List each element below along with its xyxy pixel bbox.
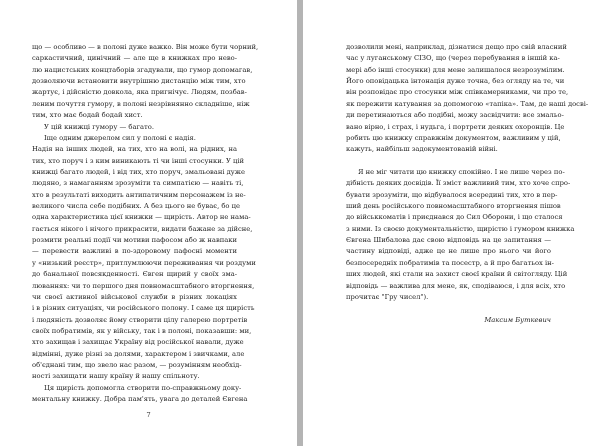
page-number: 7 bbox=[146, 411, 151, 419]
text-line: своїх побратимів, як у війську, так і в полоні, показавши: ми, bbox=[32, 326, 252, 335]
text-line: хто захищав і захищає Україну від російської навали, дуже bbox=[32, 338, 244, 347]
text-line: гається нікого і нічого прикрасити, видати бажане за дійсне, bbox=[32, 224, 253, 233]
text-line: дозволяючи встановити внутрішню дистанцію між тим, хто bbox=[32, 77, 246, 86]
text-line: безпосередніх побратимів та посестр, а й про багатьох ін- bbox=[346, 258, 554, 267]
text-line: лю нацистських концтаборів згадували, що гумор допомагав, bbox=[32, 65, 253, 74]
paragraph-gap bbox=[346, 156, 551, 167]
text-line: ментальну книжку. Добра пам'ять, увага до деталей Євгена bbox=[32, 395, 248, 404]
right-page-body bbox=[346, 42, 589, 326]
text-line: ності захищати нашу країну й нашу спільноту. bbox=[32, 372, 200, 381]
text-line: ших людей, які стали на захист своєї країни й світоглядy. Цій bbox=[346, 270, 568, 279]
text-line: дозволили мені, наприклад, дізнатися дещо про свій власний bbox=[346, 43, 567, 51]
text-line: Я не міг читати цю книжку спокійно. І не лише через по- bbox=[358, 167, 565, 176]
text-line: розмити реальні події чи мотиви пафосом або ж навпаки bbox=[32, 236, 237, 245]
text-line: бувати зрозуміти, що відбувалося всередині тих, хто в пер- bbox=[346, 190, 558, 199]
text-line: книжці багато людей, і від тих, хто поруч, змальовані дуже bbox=[32, 167, 245, 176]
text-line: великого числа себе подібних. А без цього не буває, бо це bbox=[32, 202, 240, 211]
text-line: мері або інші стосунки) для мене залишалося незрозумілим. bbox=[346, 65, 565, 74]
text-line: вано вірно, і страх, і нудьга, і портрети деяких охоронців. Це bbox=[346, 122, 565, 131]
text-line: леним почуття гумору, в полоні незрівнянно складніше, ніж bbox=[32, 99, 250, 108]
text-line: відмінні, дуже різні за долями, характером і звичками, але bbox=[32, 349, 245, 358]
text-line: з ними. Із своєю документальністю, щирістю і гумором книжка bbox=[346, 224, 575, 233]
text-line: відповідь — важлива для мене, як, сподіваюся, і для всіх, хто bbox=[346, 281, 566, 290]
text-line: тим, хто має бодай бодай хист. bbox=[32, 111, 143, 120]
text-line: людяно, з намаганням зрозуміти та симпатією — навіть ті, bbox=[32, 179, 244, 188]
text-line: ди перетинаються або подібні, можу засвідчити: все змальо- bbox=[346, 111, 564, 120]
text-line: до військкоматів і приєднався до Сил Оборони, і що сталося bbox=[346, 213, 563, 222]
text-line: він розповідає про стосунки між співкамерниками, чи про те, bbox=[346, 88, 569, 97]
text-line: до банальної повсякденності. Євген щирий у своїх зма- bbox=[32, 270, 237, 279]
text-line: чи своєї активної військової служби в різних локаціях bbox=[32, 292, 237, 301]
text-line: прочитає "Грy чисел"). bbox=[346, 292, 429, 301]
text-line: дібність деяких досвідів. Її зміст важливий тим, хто хоче спро- bbox=[346, 179, 571, 188]
text-line: що — особливо — в полоні дуже важко. Він може бути чорний, bbox=[32, 43, 259, 51]
text-line: і людяність дозволяє йому створити цілу галерею портретів bbox=[32, 315, 248, 324]
text-line: тих, хто поруч і з ким виникають ті чи інші стосунки. У цій bbox=[32, 156, 245, 165]
text-line: як пережити катування за допомогою «тапіка». Там, де наші досві- bbox=[346, 99, 589, 108]
text-line: хто в результаті виходить антипатичним персонажем із не- bbox=[32, 190, 246, 199]
text-line: Євгена Шибалова дає свою відповідь на це запитання — bbox=[346, 236, 551, 245]
text-line: — перевести важливі в по-здоровому пафосні моменти bbox=[32, 247, 237, 256]
text-line: одна характеристика цієї книжки — щирість. Автор не нама- bbox=[32, 213, 251, 222]
text-line: кажуть, найбільш задокументованій війні. bbox=[346, 145, 498, 154]
author-signature: Максим Буткевич bbox=[484, 315, 551, 324]
left-page-body bbox=[32, 42, 259, 406]
right-page bbox=[303, 0, 600, 446]
text-line: робить цю книжку справжнім документом, важливим у цій, bbox=[346, 133, 561, 142]
text-line: Надія на інших людей, на тих, хто на волі, на рідних, на bbox=[32, 145, 237, 154]
paragraph-gap bbox=[346, 303, 551, 314]
text-line: жартує, і дійсністю довкола, яка пригнічує. Людям, позбав- bbox=[32, 88, 247, 97]
text-line: Ця щирість допомогла створити по-справжньому доку- bbox=[44, 383, 242, 392]
text-line: люваннях: чи то першого дня повномасштабного вторгнення, bbox=[32, 281, 255, 290]
text-line: об'єднані тим, що звело нас разом, — розумінням необхід- bbox=[32, 361, 242, 370]
text-line: Його оповідацька інтонація дуже точна, без огляду на те, чи bbox=[346, 77, 565, 86]
text-line: частину відповіді, адже це не лише про нього чи його bbox=[346, 247, 551, 256]
text-line: у «низький реєстр», притлумлюючи переживання чи роздуми bbox=[32, 258, 256, 267]
text-line: У цій книжці гумору — багато. bbox=[44, 122, 154, 131]
left-page bbox=[0, 0, 297, 446]
text-line: ший день російського повномасштабного вторгнення пішов bbox=[346, 202, 561, 211]
text-line: саркастичний, цинічний — але ще в книжках про нево- bbox=[32, 54, 237, 63]
text-line: і в різних ситуаціях, чи російського полону. І саме ця щирість bbox=[32, 304, 255, 313]
text-line: час у луганському СІЗО, що (через перебування в іншій ка- bbox=[346, 54, 560, 63]
text-line: Іще одним джерелом сил у полоні є надія. bbox=[44, 133, 196, 142]
